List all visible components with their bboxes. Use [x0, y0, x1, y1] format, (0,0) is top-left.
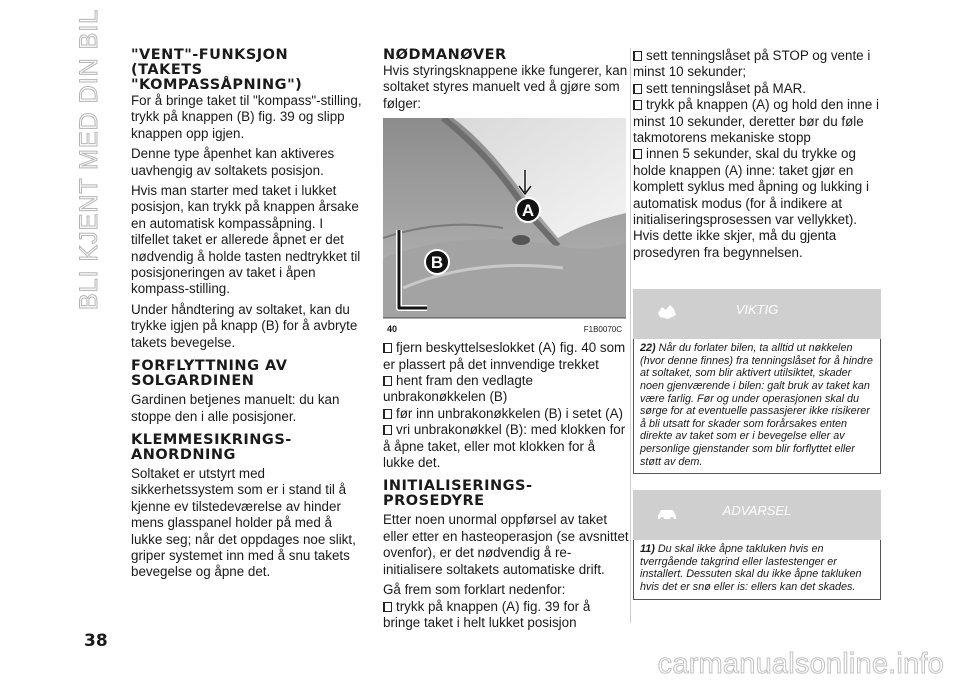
sunroof-illustration — [383, 118, 626, 336]
list-item: før inn unbrakonøkkelen (B) i setet (A) — [383, 406, 629, 422]
bullet-icon — [633, 84, 642, 94]
column-2 — [383, 48, 629, 631]
list-item: fjern beskyttelseslokket (A) fig. 40 som er plassert på det innvendige trekket — [383, 340, 626, 372]
bullet-icon — [383, 343, 392, 353]
note-text: Når du forlater bilen, ta alltid ut nøkkelen (hvor denne finnes) fra tenningslåset for å hindre at soltaket, som blir aktivert utilsiktet, skader noen gjenværende i bilen: galt bruk av taket kan være farlig. Før og under operasjonen skal du sørge for at eventuelle passasjerer ikke risikerer å bli utsatt for skader som forårsakes enten direkte av taket som er i bevegelse eller av personlige gjenstander som blir forflyttet eller støtt av dem. — [640, 342, 873, 468]
note-number: 11) — [640, 543, 655, 556]
watermark: carmanualsonline.info — [657, 648, 944, 680]
label-b: B — [430, 253, 444, 273]
paragraph: For å bringe taket til "kompass"-stilling, trykk på knappen (B) fig. 39 og slipp knappen opp igjen. — [131, 93, 362, 141]
page-number: 38 — [84, 631, 108, 651]
bullet-icon — [383, 409, 392, 419]
list-item: sett tenningslåset på MAR. — [633, 81, 881, 97]
bullet-icon — [383, 376, 392, 386]
paragraph: Soltaket er utstyrt med sikkerhetssystem som er i stand til å kjenne ev tilstedeværelse av hinder mens glasspanel holder på med å lukke seg; når det oppdages noe slikt, griper systemet inn med å snu takets bevegelse og åpne det. — [131, 465, 356, 580]
paragraph: Hvis styringsknappene ikke fungerer, kan soltaket styres manuelt ved å gjøre som følger: — [383, 63, 628, 111]
paragraph: Under håndtering av soltaket, kan du trykke igjen på knapp (B) for å avbryte takets bevegelse. — [131, 301, 358, 350]
warning-note-title: ADVARSEL — [722, 503, 792, 519]
column-divider — [630, 48, 631, 623]
list-item: sett tenningslåset på STOP og vente i minst 10 sekunder; — [633, 48, 871, 80]
note-number: 22) — [640, 342, 656, 355]
paragraph: Denne type åpenhet kan aktiveres uavhengig av soltakets posisjon. — [131, 146, 335, 178]
paragraph: Hvis man starter med taket i lukket posisjon, kan trykk på knappen årsake en automatisk kompassåpning. I tilfellet taket er allerede åpnet er det nødvendig å holde tasten nedtrykket til posisjoneringen av taket i åpen kompass-stilling. — [131, 183, 361, 297]
heading-vent-function: "VENT"-FUNKSJON (TAKETS "KOMPASSÅPNING") — [131, 47, 303, 93]
heading-initialization: INITIALISERINGS-PROSEDYRE — [383, 478, 533, 510]
heading-sunshade: FORFLYTTNING AV SOLGARDINEN — [131, 358, 288, 390]
bullet-icon — [633, 149, 642, 159]
list-item: hent fram den vedlagte unbrakonøkkelen (B) — [383, 373, 533, 405]
column-3 — [633, 48, 881, 600]
list-item: trykk på knappen (A) og hold den inne i minst 10 sekunder, deretter bør du føle takmotorens mekaniske stopp — [633, 97, 879, 146]
paragraph: Hvis dette ikke skjer, må du gjenta prosedyren fra begynnelsen. — [633, 228, 837, 260]
important-note-title: VIKTIG — [735, 302, 779, 318]
note-text: Du skal ikke åpne takluken hvis en tverrgående takgrind eller lastestenger er installert. Dessuten skal du ikke åpne takluken hvis det er snø eller is: ellers kan det skades. — [640, 543, 862, 593]
figure-40 — [383, 118, 626, 336]
figure-code: F1B0070C — [583, 325, 622, 335]
heading-anti-pinch: KLEMMESIKRINGS-ANORDNING — [131, 431, 292, 463]
chapter-side-tab — [74, 8, 104, 310]
paragraph: Gå frem som forklart nedenfor: — [383, 582, 566, 598]
warning-note-body — [633, 540, 881, 599]
list-item: innen 5 sekunder, skal du trykke og holde knappen (A) inne: taket gjør en komplett syklus med åpning og lukking i automatisk modus (for å indikere at initialiseringsprosessen var vellykket). — [633, 146, 869, 228]
list-item: vri unbrakonøkkel (B): med klokken for å åpne taket, eller mot klokken for å lukke det. — [383, 422, 626, 471]
important-note-header — [633, 289, 881, 339]
bullet-icon — [383, 602, 392, 612]
bullet-icon — [633, 51, 642, 61]
paragraph: Gardinen betjenes manuelt: du kan stoppe den i alle posisjoner. — [131, 392, 340, 424]
important-note-body — [633, 339, 881, 474]
column-1 — [131, 48, 363, 581]
label-a: A — [521, 201, 535, 221]
paragraph: Etter noen unormal oppførsel av taket eller etter en hasteoperasjon (se avsnittet ovenfor), er det nødvendig å re-initialisere soltakets automatiske drift. — [383, 512, 629, 577]
bullet-icon — [383, 425, 392, 435]
bullet-icon — [633, 100, 642, 110]
chapter-title: BLI KJENT MED DIN BIL — [75, 8, 103, 310]
figure-number: 40 — [387, 324, 398, 335]
heading-emergency: NØDMANØVER — [383, 47, 507, 63]
warning-note-header — [633, 490, 881, 540]
list-item: trykk på knappen (A) fig. 39 for å bringe taket i helt lukket posisjon — [383, 598, 591, 630]
